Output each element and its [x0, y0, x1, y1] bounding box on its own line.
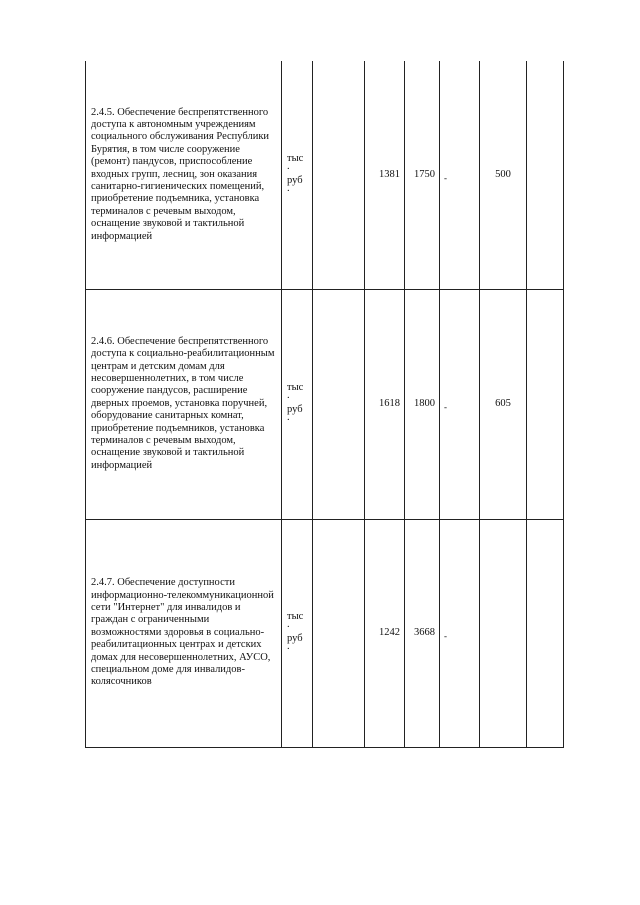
unit-part: руб [287, 633, 303, 644]
empty-cell [313, 519, 365, 747]
table-row [86, 61, 564, 289]
unit-part: руб [287, 404, 303, 415]
unit-part: тыс [287, 382, 304, 393]
value-cell [440, 519, 480, 747]
empty-cell [527, 61, 564, 289]
measures-table [85, 61, 564, 748]
unit-part: тыс [287, 611, 304, 622]
value-4: 500 [495, 168, 511, 180]
value-cell [365, 519, 405, 747]
unit-label [282, 611, 312, 655]
value-cell [480, 61, 527, 289]
value-1: 1381 [379, 168, 400, 180]
value-2: 1800 [414, 397, 435, 409]
value-2: 3668 [414, 626, 435, 638]
unit-cell [282, 519, 313, 747]
unit-cell [282, 289, 313, 519]
table-row [86, 289, 564, 519]
measure-name-cell [86, 289, 282, 519]
unit-part: . [287, 619, 290, 630]
value-1: 1618 [379, 397, 400, 409]
unit-part: тыс [287, 152, 304, 164]
value-cell [405, 289, 440, 519]
unit-part: . [287, 390, 290, 401]
unit-part: . [287, 641, 290, 652]
value-cell [405, 61, 440, 289]
empty-cell [313, 289, 365, 519]
measure-name: 2.4.5. Обеспечение беспрепятственного доступа к автономным учреждениям социального обслуживания Республики Бурятия, в том числе сооружение (ремонт) пандусов, приспособление входных групп, лесниц, зон оказания санитарно-гигиенических помещений, приобретение подъемника, установка терминалов с речевым выходом, оснащение звуковой и тактильной информацией [91, 106, 270, 242]
value-cell [365, 289, 405, 519]
unit-part: . [287, 412, 290, 423]
unit-label [282, 382, 312, 426]
unit-part: . [287, 182, 290, 194]
value-cell [440, 289, 480, 519]
measure-name-cell [86, 61, 282, 289]
value-cell [440, 61, 480, 289]
unit-part: руб [287, 174, 303, 186]
value-cell [480, 289, 527, 519]
value-cell [405, 519, 440, 747]
measure-name: 2.4.7. Обеспечение доступности информационно-телекоммуникационной сети "Интернет" для инвалидов и граждан с ограниченными возможностями здоровья в социально-реабилитационных центрах и детских домах для несовершеннолетних, АУСО, специальном доме для инвалидов-колясочников [91, 577, 274, 688]
table-row [86, 519, 564, 747]
measure-name-cell [86, 519, 282, 747]
value-4: 605 [495, 397, 511, 409]
unit-label [282, 153, 312, 197]
value-3: - [444, 631, 447, 642]
value-1: 1242 [379, 626, 400, 638]
measure-name: 2.4.6. Обеспечение беспрепятственного доступа к социально-реабилитационным центрам и детским домам для несовершеннолетних, в том числе сооружение пандусов, расширение дверных проемов, установка поручней, оборудование санитарных комнат, приобретение подъемников, установка терминалов с речевым выходом, оснащение звуковой и тактильной информацией [91, 335, 275, 471]
unit-cell [282, 61, 313, 289]
unit-part: . [287, 160, 290, 172]
value-3: - [444, 402, 447, 413]
empty-cell [527, 289, 564, 519]
value-3: - [444, 173, 447, 184]
value-cell [480, 519, 527, 747]
empty-cell [527, 519, 564, 747]
value-2: 1750 [414, 168, 435, 180]
value-cell [365, 61, 405, 289]
empty-cell [313, 61, 365, 289]
